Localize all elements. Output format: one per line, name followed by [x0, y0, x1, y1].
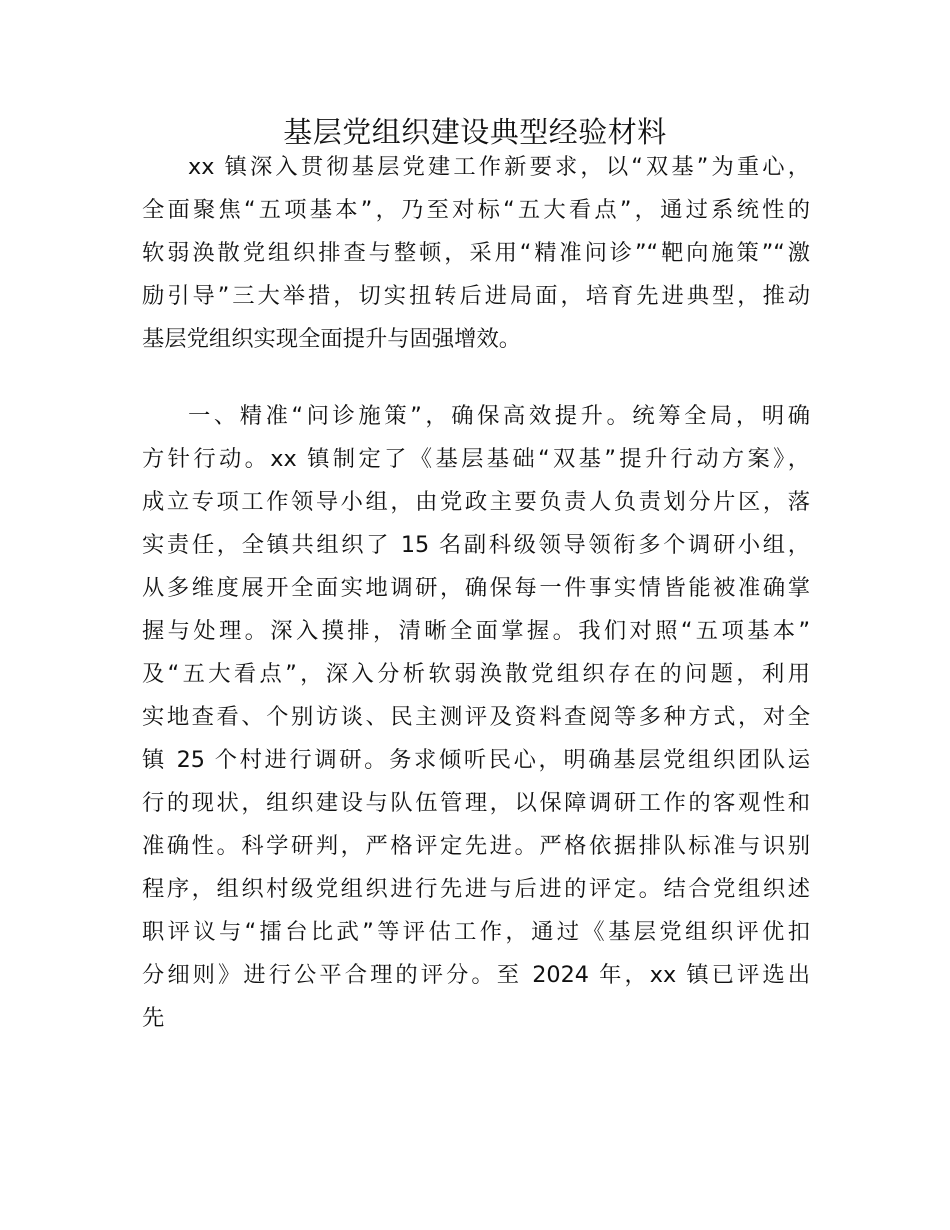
text-line: xx 镇深入贯彻基层党建工作新要求，以“双基”为重心，: [188, 154, 810, 180]
document-title: 基层党组织建设典型经验材料: [283, 115, 667, 149]
text-line: 准确性。科学研判，严格评定先进。严格依据排队标准与识别: [142, 833, 810, 859]
text-line: 职评议与“擂台比武”等评估工作，通过《基层党组织评优扣: [142, 919, 810, 945]
text-line: 程序，组织村级党组织进行先进与后进的评定。结合党组织述: [142, 876, 810, 902]
text-line: 从多维度展开全面实地调研，确保每一件事实情皆能被准确掌: [142, 575, 810, 601]
paragraph-intro: [142, 146, 810, 361]
text-line: 先: [142, 1005, 165, 1031]
text-line: 全面聚焦“五项基本”，乃至对标“五大看点”，通过系统性的: [142, 197, 810, 223]
text-line: 镇 25 个村进行调研。务求倾听民心，明确基层党组织团队运: [142, 747, 810, 773]
text-line: 成立专项工作领导小组，由党政主要负责人负责划分片区，落: [142, 489, 810, 515]
text-line: 励引导”三大举措，切实扭转后进局面，培育先进典型，推动: [142, 283, 810, 309]
text-line: 分细则》进行公平合理的评分。至 2024 年，xx 镇已评选出: [142, 962, 810, 988]
paragraph-section-1: [142, 395, 810, 1040]
text-line: 行的现状，组织建设与队伍管理，以保障调研工作的客观性和: [142, 790, 810, 816]
text-line: 及“五大看点”，深入分析软弱涣散党组织存在的问题，利用: [142, 661, 810, 687]
text-line: 软弱涣散党组织排查与整顿，采用“精准问诊”“靶向施策”“激: [142, 240, 810, 266]
text-line: 基层党组织实现全面提升与固强增效。: [142, 326, 522, 352]
text-line: 实责任，全镇共组织了 15 名副科级领导领衔多个调研小组，: [142, 532, 810, 558]
text-line: 实地查看、个别访谈、民主测评及资料查阅等多种方式，对全: [142, 704, 810, 730]
text-line: 握与处理。深入摸排，清晰全面掌握。我们对照“五项基本”: [142, 618, 810, 644]
text-line: 一、精准“问诊施策”，确保高效提升。统筹全局，明确: [188, 403, 810, 429]
text-line: 方针行动。xx 镇制定了《基层基础“双基”提升行动方案》，: [142, 446, 810, 472]
